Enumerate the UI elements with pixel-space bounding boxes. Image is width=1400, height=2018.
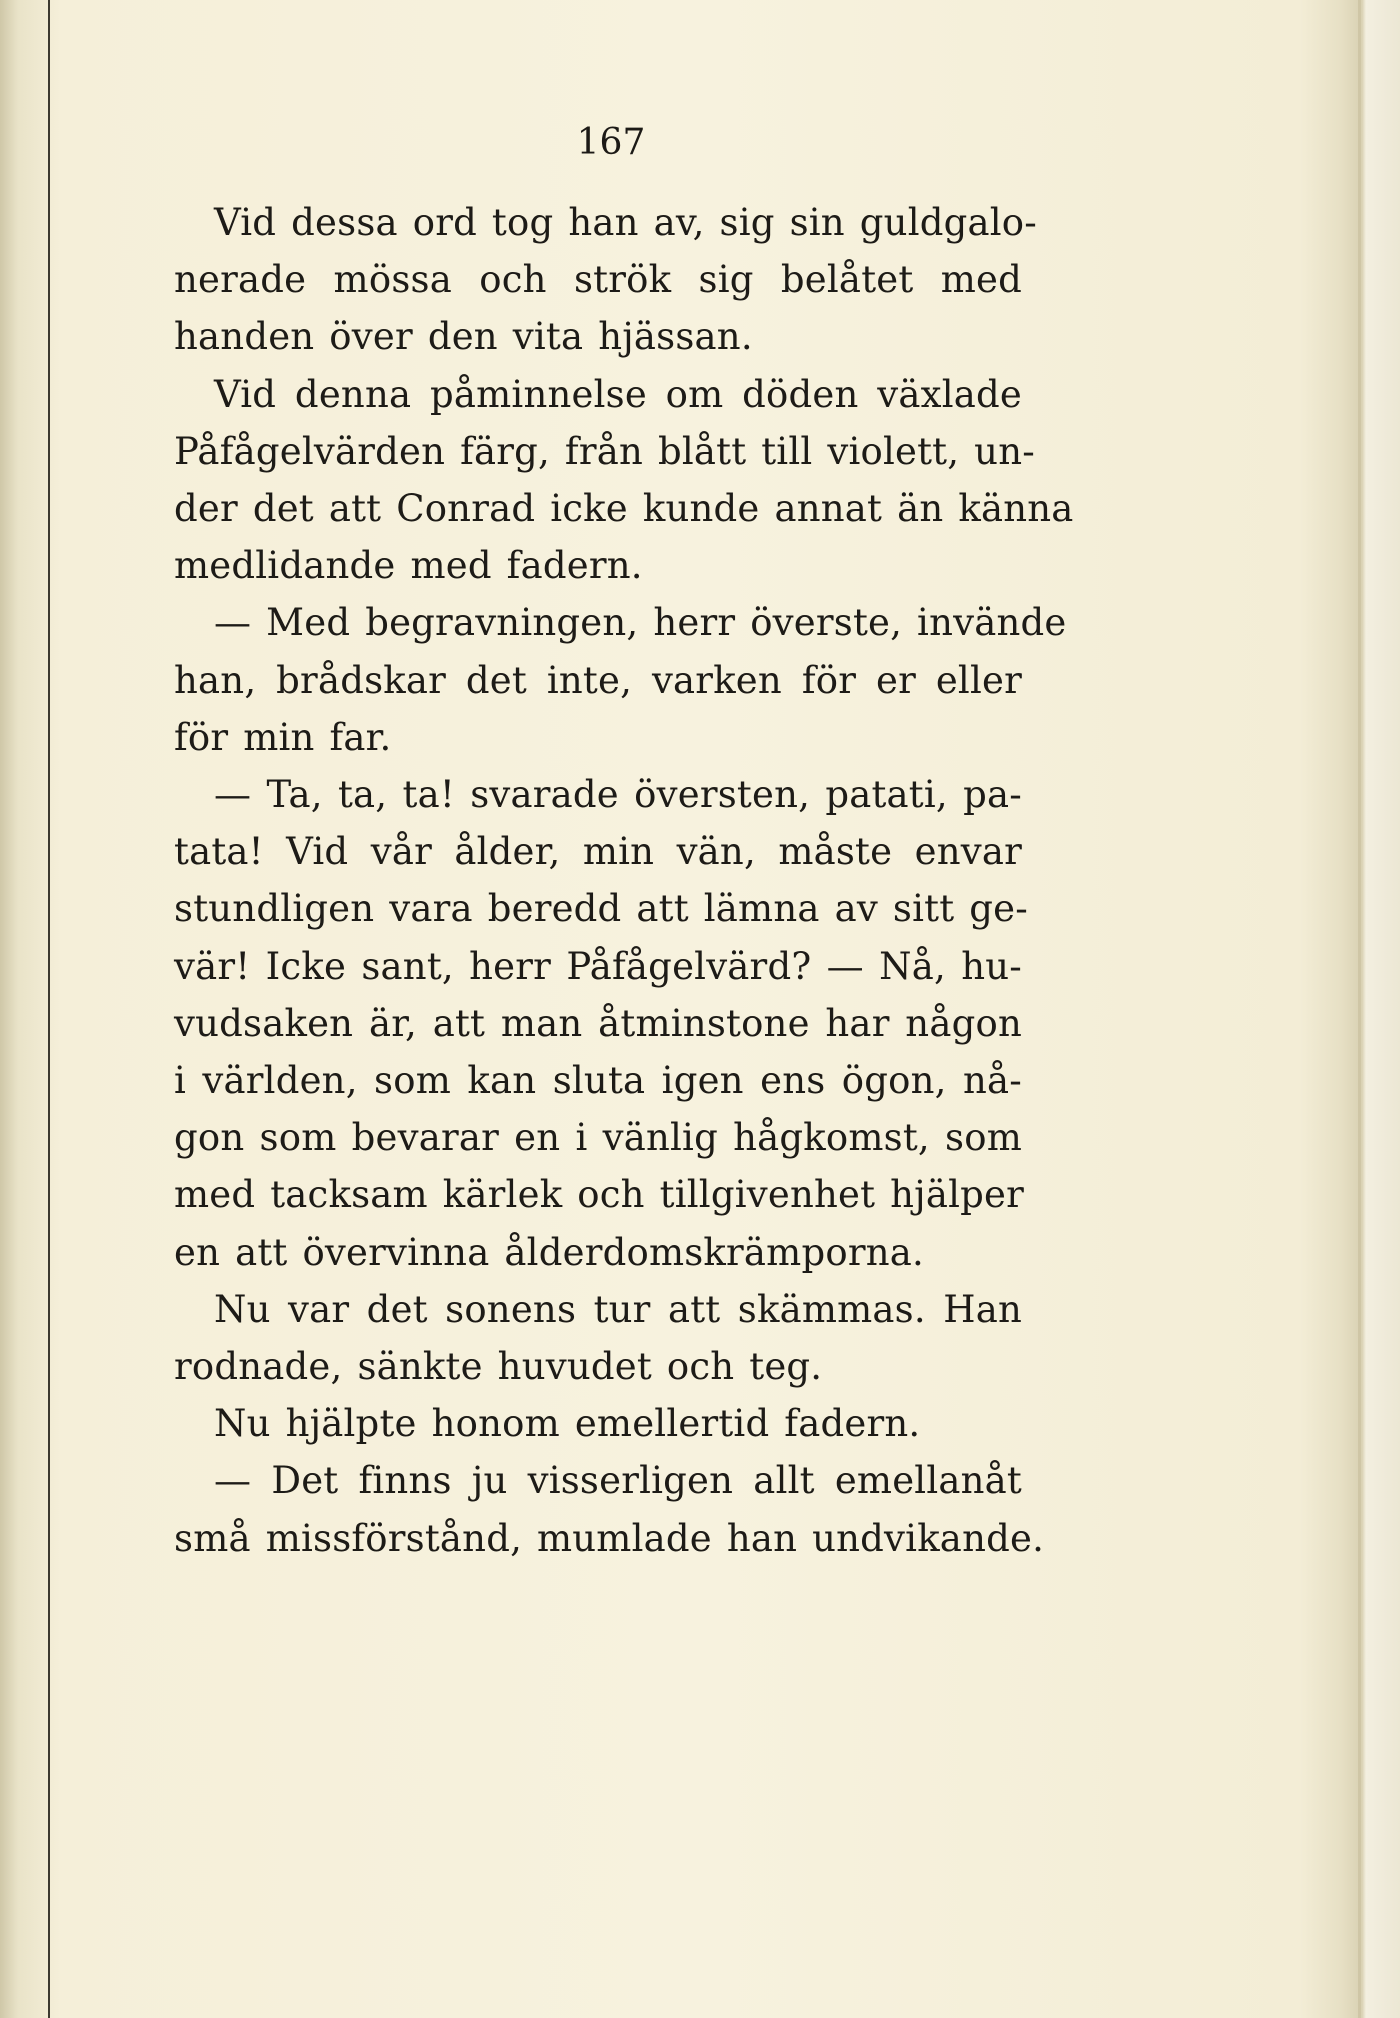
text-line: Vid denna påminnelse om döden växlade: [214, 372, 1022, 416]
text-line: — Det finns ju visserligen allt emellanåt: [214, 1459, 1022, 1503]
text-line: medlidande med fadern.: [174, 544, 643, 588]
text-line: en att övervinna ålderdomskrämporna.: [174, 1230, 924, 1274]
text-line: vär! Icke sant, herr Påfågelvärd? — Nå, hu-: [174, 944, 1022, 988]
text-line: der det att Conrad icke kunde annat än känna: [174, 487, 1074, 531]
text-line: stundligen vara beredd att lämna av sitt ge-: [174, 887, 1028, 931]
text-line: vudsaken är, att man åtminstone har någon: [174, 1001, 1022, 1045]
text-line: — Ta, ta, ta! svarade översten, patati, pa-: [214, 773, 1022, 817]
text-line: rodnade, sänkte huvudet och teg.: [174, 1345, 823, 1389]
page-gutter-edge: [48, 0, 50, 2018]
page-number: 167: [576, 122, 646, 163]
text-line: Nu var det sonens tur att skämmas. Han: [214, 1287, 1022, 1331]
text-line: nerade mössa och strök sig belåtet med: [174, 258, 1022, 302]
text-line: han, brådskar det inte, varken för er eller: [174, 658, 1022, 702]
text-line: handen över den vita hjässan.: [174, 315, 753, 359]
body-text: [174, 194, 1074, 1567]
page-right-edge: [1358, 0, 1361, 2018]
text-line: för min far.: [174, 715, 392, 759]
text-line: med tacksam kärlek och tillgivenhet hjälper: [174, 1173, 1024, 1217]
text-line: i världen, som kan sluta igen ens ögon, nå-: [174, 1059, 1022, 1103]
text-line: tata! Vid vår ålder, min vän, måste envar: [174, 830, 1022, 874]
text-line: Vid dessa ord tog han av, sig sin guldgalo-: [214, 201, 1037, 244]
text-line: Nu hjälpte honom emellertid fadern.: [214, 1402, 921, 1446]
text-line: — Med begravningen, herr överste, invände: [214, 601, 1067, 645]
text-line: gon som bevarar en i vänlig hågkomst, som: [174, 1116, 1022, 1160]
text-line: små missförstånd, mumlade han undvikande.: [174, 1516, 1045, 1560]
text-line: Påfågelvärden färg, från blått till violett, un-: [174, 429, 1035, 473]
